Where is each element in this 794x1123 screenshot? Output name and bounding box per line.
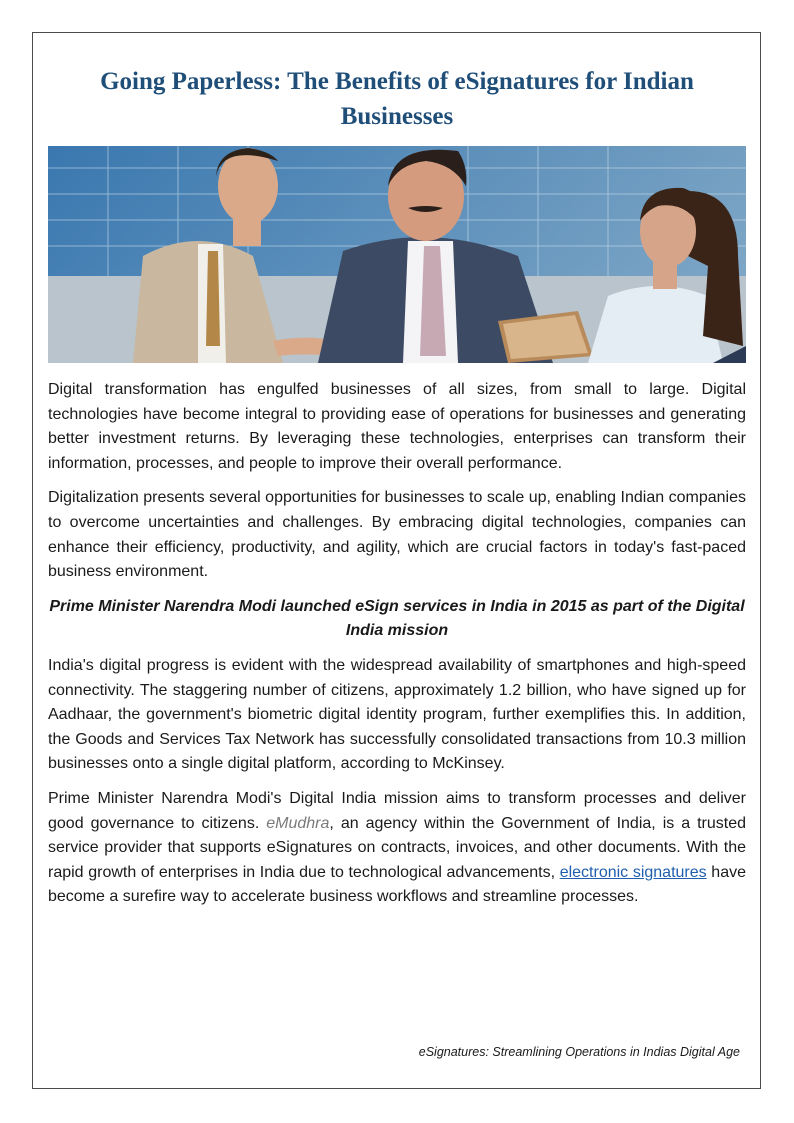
subheading: Prime Minister Narendra Modi launched eSign services in India in 2015 as part of the Digital India mission bbox=[49, 597, 745, 640]
paragraph-1: Digital transformation has engulfed businesses of all sizes, from small to large. Digital technologies have become integral to providing ease of operations for businesses and generating better investment returns. By leveraging these technologies, enterprises can transform their information, processes, and people to improve their overall performance. bbox=[48, 381, 746, 472]
paragraph-4-text-1: Prime Minister Narendra Modi's Digital India mission aims to transform processes and deliver good governance to citizens. bbox=[48, 789, 746, 832]
page-footer: eSignatures: Streamlining Operations in Indias Digital Age bbox=[418, 1045, 740, 1059]
electronic-signatures-link[interactable]: electronic signatures bbox=[559, 863, 707, 881]
hero-image-business-people bbox=[48, 146, 746, 363]
emudhra-reference: eMudhra bbox=[266, 814, 330, 832]
paragraph-4 bbox=[48, 787, 746, 910]
article-body bbox=[48, 378, 746, 920]
paragraph-4-text-3: have become a surefire way to accelerate business workflows and streamline processes. bbox=[48, 863, 747, 906]
page-title: Going Paperless: The Benefits of eSignatures for Indian Businesses bbox=[100, 68, 694, 130]
paragraph-4-text-2: , an agency within the Government of India, is a trusted service provider that supports eSignatures on contracts, invoices, and other documents. With the rapid growth of enterprises in India due to technological advancements, bbox=[48, 814, 747, 881]
paragraph-3: India's digital progress is evident with the widespread availability of smartphones and high-speed connectivity. The staggering number of citizens, approximately 1.2 billion, who have signed up for Aadhaar, the government's biometric digital identity program, further exemplifies this. In addition, the Goods and Services Tax Network has successfully consolidated transactions from 10.3 million businesses onto a single digital platform, according to McKinsey. bbox=[48, 656, 746, 773]
paragraph-2: Digitalization presents several opportunities for businesses to scale up, enabling Indian companies to overcome uncertainties and challenges. By embracing digital technologies, companies can enhance their efficiency, productivity, and agility, which are crucial factors in today's fast-paced business environment. bbox=[48, 489, 746, 581]
